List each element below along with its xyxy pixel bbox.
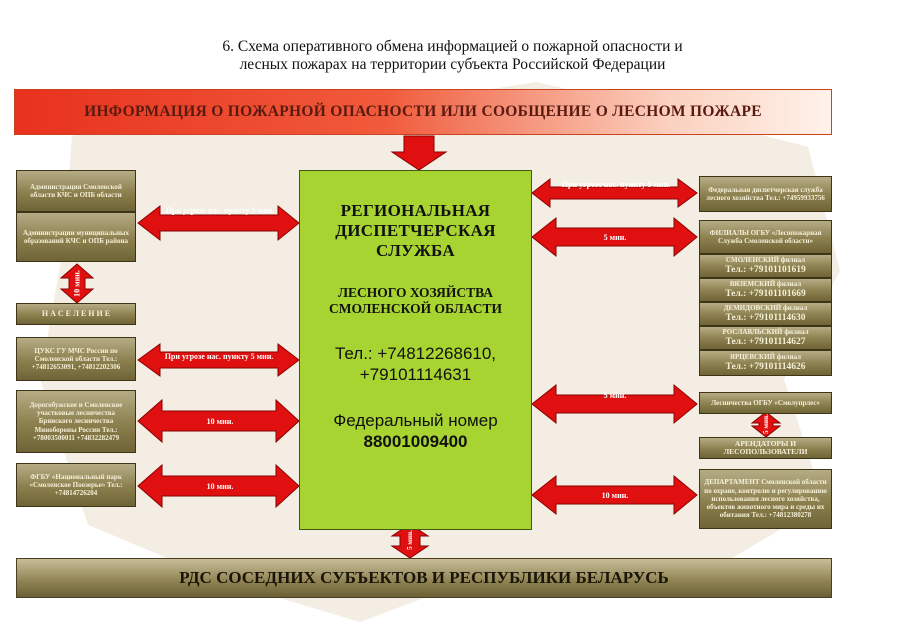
center-phone: Тел.: +74812268610, +79101114631: [334, 344, 497, 384]
label-10min-park: 10 мин.: [206, 482, 234, 491]
branch-name: ДЕМИДОВСКИЙ филиал: [723, 304, 808, 313]
box-admin-region: [16, 170, 136, 212]
branch-phone: Тел.: +79101114626: [725, 361, 806, 372]
branch-name: СМОЛЕНСКИЙ филиал: [725, 256, 806, 265]
box-federal-dispatch: [699, 176, 832, 212]
box-tenants: [699, 437, 832, 459]
box-dorogobuzh-text: Дорогобужское и Смоленское участковые лесничества Брянского лесничества Минобороны России Тел.: +78003500011 +74832282479: [29, 400, 123, 442]
label-threat-federal: При угрозе нас. пункту 5 мин.: [561, 180, 671, 189]
branch-name: РОСЛАВЛЬСКИЙ филиал: [722, 328, 809, 337]
box-tenants-text: АРЕНДАТОРЫ И ЛЕСОПОЛЬЗОВАТЕЛИ: [723, 438, 808, 456]
box-dorogobuzh: [16, 390, 136, 453]
box-municipal-text: Администрации муниципальных образований КЧС и ОПБ района: [23, 228, 129, 245]
box-department: [699, 469, 832, 529]
center-title: РЕГИОНАЛЬНАЯ ДИСПЕТЧЕРСКАЯ СЛУЖБА: [335, 201, 496, 260]
title-line-1: 6. Схема оперативного обмена информацией о пожарной опасности и: [222, 38, 683, 55]
title-line-2: лесных пожарах на территории субъекта Российской Федерации: [239, 56, 666, 73]
label-5min-forestry: 5 мин.: [603, 391, 627, 400]
box-department-text: ДЕПАРТАМЕНТ Смоленской области по охране, контролю и регулированию использования лесного хозяйства, объектов животного мира и среды их обитания Тел.: +74812380278: [704, 478, 827, 520]
box-municipal: [16, 212, 136, 262]
label-threat-admin: При угрозе нас. пункту 5 мин.: [165, 206, 275, 215]
box-branch-smolensk: [699, 254, 832, 278]
branch-phone: Тел.: +79101114630: [725, 312, 806, 323]
box-branch-vyazma: [699, 278, 832, 302]
box-mchs: [16, 337, 136, 381]
bottom-banner: РДС СОСЕДНИХ СУБЪЕКТОВ И РЕСПУБЛИКИ БЕЛАРУСЬ: [16, 558, 832, 598]
center-federal-label: Федеральный номер: [333, 411, 498, 430]
center-subtitle: ЛЕСНОГО ХОЗЯЙСТВА СМОЛЕНСКОЙ ОБЛАСТИ: [329, 285, 502, 316]
box-branch-roslavl: [699, 326, 832, 350]
box-branch-demidov: [699, 302, 832, 326]
box-park: [16, 463, 136, 507]
regional-dispatch-service: [299, 170, 532, 530]
box-admin-region-text: Администрация Смоленской области КЧС и ОПБ области: [30, 182, 122, 199]
label-10min-dorogobuzh: 10 мин.: [206, 417, 234, 426]
label-5min-bottom: 5 мин.: [406, 530, 414, 550]
box-federal-dispatch-text: Федеральная диспетчерская служба лесного хозяйства Тел.: +74959933756: [706, 185, 825, 202]
box-forestry: [699, 392, 832, 414]
branch-phone: Тел.: +79101101619: [725, 264, 806, 275]
box-park-text: ФГБУ «Национальный парк «Смоленское Поозерье» Тел.: +74814726204: [29, 472, 123, 498]
label-5min-branches: 5 мин.: [603, 233, 627, 242]
box-population-text: Н А С Е Л Е Н И Е: [41, 308, 111, 318]
box-forestry-text: Лесничества ОГБУ «Смолупрлес»: [711, 398, 820, 407]
label-10min-population: 10 мин.: [72, 270, 82, 297]
box-population: [16, 303, 136, 325]
branch-name: ЯРЦЕВСКИЙ филиал: [729, 353, 802, 362]
label-10min-department: 10 мин.: [601, 491, 629, 500]
top-banner: ИНФОРМАЦИЯ О ПОЖАРНОЙ ОПАСНОСТИ ИЛИ СООБЩЕНИЕ О ЛЕСНОМ ПОЖАРЕ: [14, 89, 832, 135]
label-threat-mchs: При угрозе нас. пункту 5 мин.: [164, 352, 274, 361]
branch-phone: Тел.: +79101101669: [725, 288, 806, 299]
box-branches-header-text: ФИЛИАЛЫ ОГБУ «Лесопожарная Служба Смоленской области»: [709, 228, 822, 245]
box-branches-header: [699, 220, 832, 254]
box-mchs-text: ЦУКС ГУ МЧС России по Смоленской области Тел.: +74812653091, +74812202306: [31, 346, 121, 372]
branch-name: ВЯЗЕМСКИЙ филиал: [729, 280, 802, 289]
center-federal-number: 88001009400: [363, 432, 468, 451]
label-5min-tenants: 5 мин.: [762, 414, 770, 434]
box-branch-yartsevo: [699, 350, 832, 376]
arrow-banner-to-center: [392, 136, 446, 170]
branch-phone: Тел.: +79101114627: [725, 336, 806, 347]
